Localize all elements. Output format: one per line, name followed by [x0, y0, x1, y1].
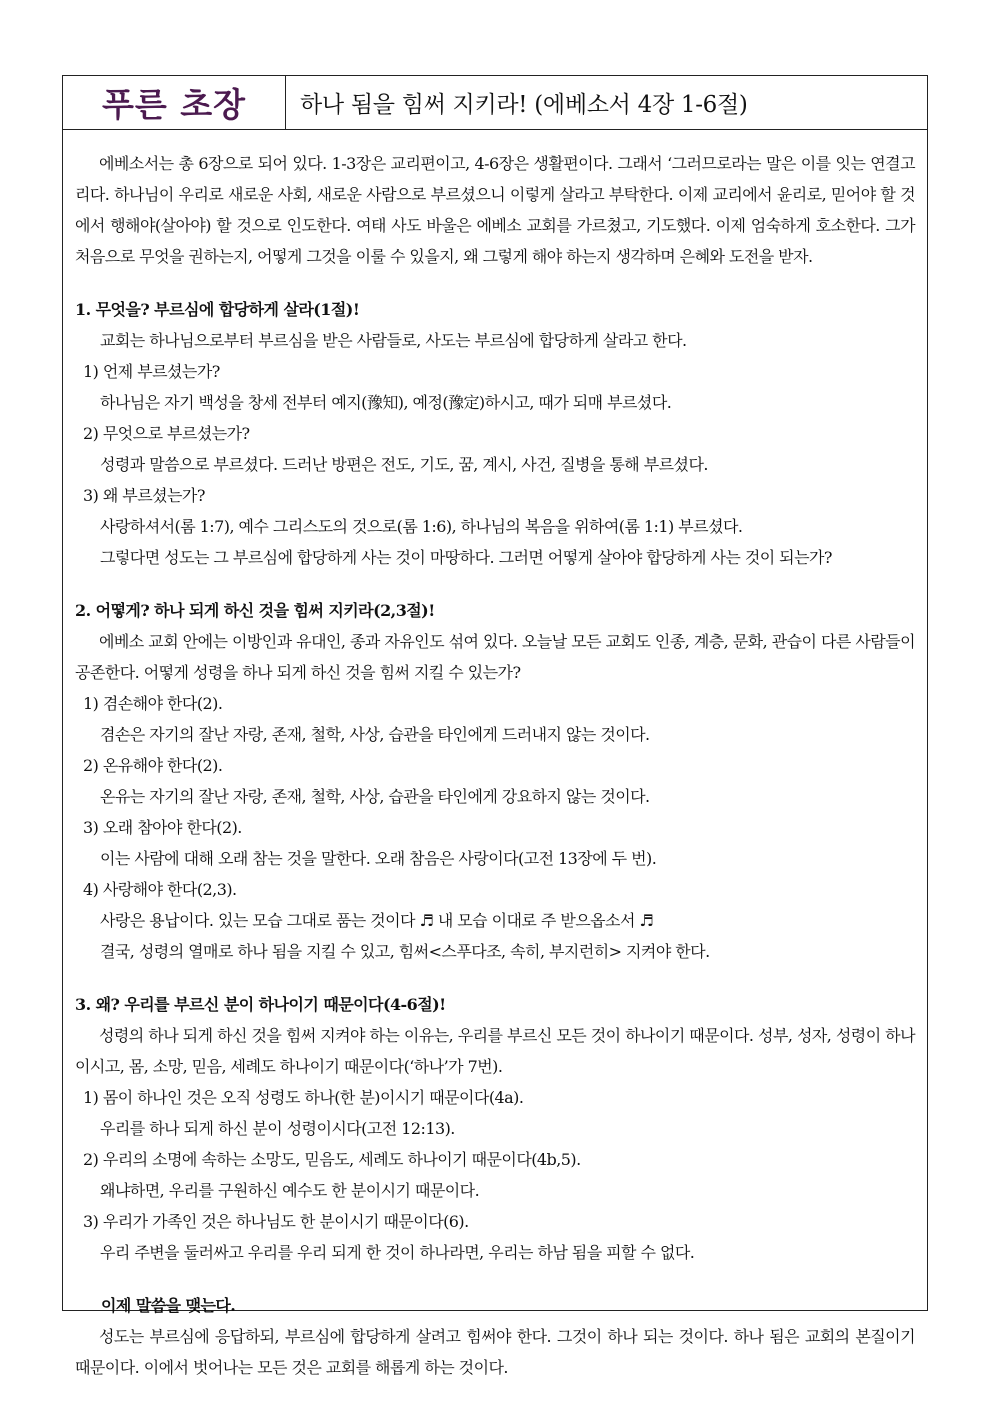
point-question: 2) 우리의 소명에 속하는 소망도, 믿음도, 세례도 하나이기 때문이다(4b,5). — [83, 1150, 581, 1169]
section-heading: 3. 왜? 우리를 부르신 분이 하나이기 때문이다(4-6절)! — [75, 995, 446, 1014]
point-answer: 사랑하셔서(롬 1:7), 예수 그리스도의 것으로(롬 1:6), 하나님의 복음을 위하여(롬 1:1) 부르셨다. — [100, 517, 743, 536]
point-answer: 우리를 하나 되게 하신 분이 성령이시다(고전 12:13). — [100, 1119, 455, 1138]
point-question: 1) 언제 부르셨는가? — [83, 362, 220, 381]
section-heading: 2. 어떻게? 하나 되게 하신 것을 힘써 지키라(2,3절)! — [75, 601, 435, 620]
point-question: 2) 무엇으로 부르셨는가? — [83, 424, 250, 443]
section-lead: 교회는 하나님으로부터 부르심을 받은 사람들로, 사도는 부르심에 합당하게 살라고 한다. — [100, 331, 687, 350]
sermon-title: 하나 됨을 힘써 지키라! (에베소서 4장 1-6절) — [300, 92, 748, 118]
header — [63, 76, 927, 130]
point-question: 3) 우리가 가족인 것은 하나님도 한 분이시기 때문이다(6). — [83, 1212, 469, 1231]
intro-paragraph: 에베소서는 총 6장으로 되어 있다. 1-3장은 교리편이고, 4-6장은 생활편이다. 그래서 ‘그러므로라는 말은 이를 잇는 연결고리다. 하나님이 우리로 새로운 사회, 새로운 사람으로 부르셨으니 이렇게 살라고 부탁한다. 이제 교리에서 윤리로, 믿어야 할 것에서 행해야(살아야) 할 것으로 인도한다. 여태 사도 바울은 에베소 교회를 가르쳤고, 기도했다. 이제 엄숙하게 호소한다. 그가 처음으로 무엇을 권하는지, 어떻게 그것을 이룰 수 있을지, 왜 그렇게 해야 하는지 생각하며 은혜와 도전을 받자. — [75, 154, 915, 266]
point-answer: 성령과 말씀으로 부르셨다. 드러난 방편은 전도, 기도, 꿈, 계시, 사건, 질병을 통해 부르셨다. — [100, 455, 708, 474]
point-answer: 그렇다면 성도는 그 부르심에 합당하게 사는 것이 마땅하다. 그러면 어떻게 살아야 합당하게 사는 것이 되는가? — [100, 548, 832, 567]
sermon-body — [63, 130, 927, 1383]
point-answer: 겸손은 자기의 잘난 자랑, 존재, 철학, 사상, 습관을 타인에게 드러내지 않는 것이다. — [100, 725, 650, 744]
point-question: 1) 겸손해야 한다(2). — [83, 694, 223, 713]
point-question: 4) 사랑해야 한다(2,3). — [83, 880, 237, 899]
point-answer: 온유는 자기의 잘난 자랑, 존재, 철학, 사상, 습관을 타인에게 강요하지 않는 것이다. — [100, 787, 650, 806]
sermon-outline-frame — [62, 75, 928, 1377]
point-answer: 결국, 성령의 열매로 하나 됨을 지킬 수 있고, 힘써<스푸다조, 속히, 부지런히> 지켜야 한다. — [100, 942, 710, 961]
point-question: 3) 왜 부르셨는가? — [83, 486, 205, 505]
brand-title: 푸른 초장 — [63, 76, 286, 129]
section-lead: 에베소 교회 안에는 이방인과 유대인, 종과 자유인도 섞여 있다. 오늘날 모든 교회도 인종, 계층, 문화, 관습이 다른 사람들이 공존한다. 어떻게 성령을 하나 되게 하신 것을 힘써 지킬 수 있는가? — [75, 632, 915, 682]
closing-heading: 이제 말씀을 맺는다. — [101, 1296, 236, 1315]
point-answer: 우리 주변을 둘러싸고 우리를 우리 되게 한 것이 하나라면, 우리는 하남 됨을 피할 수 없다. — [100, 1243, 695, 1262]
section-lead: 성령의 하나 되게 하신 것을 힘써 지켜야 하는 이유는, 우리를 부르신 모든 것이 하나이기 때문이다. 성부, 성자, 성령이 하나이시고, 몸, 소망, 믿음, 세례도 하나이기 때문이다(‘하나’가 7번). — [75, 1026, 915, 1076]
section-heading: 1. 무엇을? 부르심에 합당하게 살라(1절)! — [75, 300, 360, 319]
point-answer: 사랑은 용납이다. 있는 모습 그대로 품는 것이다 ♬ 내 모습 이대로 주 받으옵소서 ♬ — [100, 911, 654, 930]
point-answer: 하나님은 자기 백성을 창세 전부터 예지(豫知), 예정(豫定)하시고, 때가 되매 부르셨다. — [100, 393, 672, 412]
point-answer: 이는 사람에 대해 오래 참는 것을 말한다. 오래 참음은 사랑이다(고전 13장에 두 번). — [100, 849, 657, 868]
point-question: 3) 오래 참아야 한다(2). — [83, 818, 242, 837]
point-question: 2) 온유해야 한다(2). — [83, 756, 223, 775]
closing-paragraph: 성도는 부르심에 응답하되, 부르심에 합당하게 살려고 힘써야 한다. 그것이 하나 되는 것이다. 하나 됨은 교회의 본질이기 때문이다. 이에서 벗어나는 모든 것은 교회를 해롭게 하는 것이다. — [75, 1327, 915, 1377]
point-question: 1) 몸이 하나인 것은 오직 성령도 하나(한 분)이시기 때문이다(4a). — [83, 1088, 524, 1107]
point-answer: 왜냐하면, 우리를 구원하신 예수도 한 분이시기 때문이다. — [100, 1181, 480, 1200]
